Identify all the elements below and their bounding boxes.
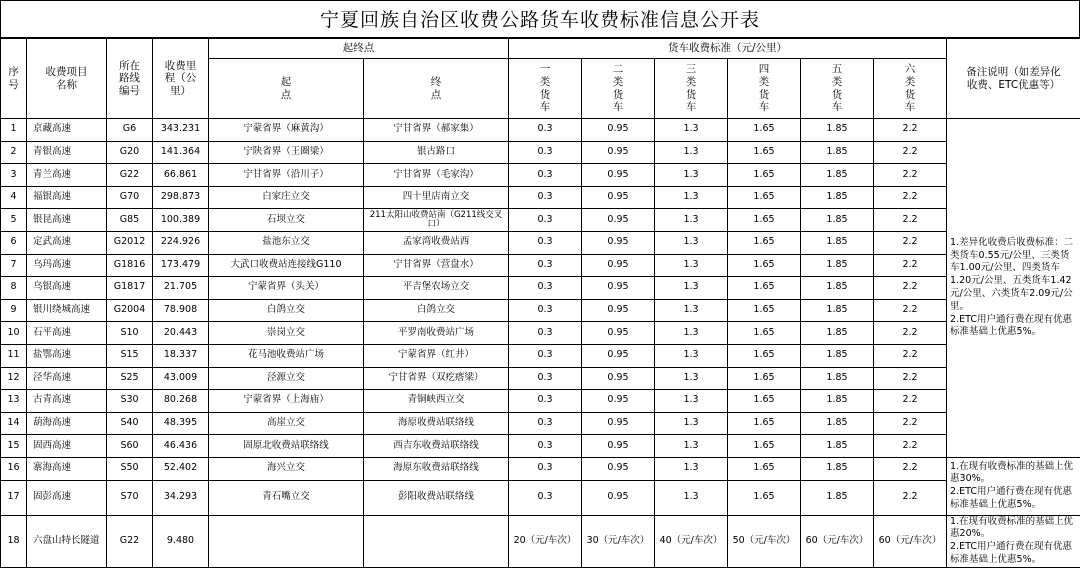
row-project-name: 定武高速 — [27, 231, 107, 254]
header-class-3: 三类货车 — [655, 59, 728, 119]
row-mileage: 52.402 — [153, 457, 209, 480]
table-row — [1, 277, 1080, 300]
row-number: 17 — [1, 480, 27, 515]
row-fee-class-5: 1.85 — [801, 457, 874, 480]
table-body — [1, 119, 1080, 568]
row-fee-class-6: 2.2 — [874, 141, 947, 164]
row-number: 14 — [1, 412, 27, 435]
row-start-point: 崇岗立交 — [209, 322, 364, 345]
row-fee-class-1: 0.3 — [509, 254, 582, 277]
row-fee-class-4: 1.65 — [728, 277, 801, 300]
row-fee-class-4: 1.65 — [728, 186, 801, 209]
header-mileage: 收费里程（公里） — [153, 39, 209, 119]
row-mileage: 298.873 — [153, 186, 209, 209]
row-fee-class-6: 2.2 — [874, 231, 947, 254]
row-fee-class-6: 2.2 — [874, 435, 947, 458]
row-fee-class-5: 1.85 — [801, 164, 874, 187]
row-route-code: S60 — [107, 435, 153, 458]
row-start-point: 花马池收费站广场 — [209, 344, 364, 367]
row-fee-class-3: 1.3 — [655, 186, 728, 209]
row-fee-class-4: 50（元/车次） — [728, 515, 801, 567]
table-row — [1, 322, 1080, 345]
row-number: 6 — [1, 231, 27, 254]
row-project-name: 青银高速 — [27, 141, 107, 164]
row-fee-class-1: 0.3 — [509, 299, 582, 322]
row-number: 8 — [1, 277, 27, 300]
row-fee-class-3: 1.3 — [655, 299, 728, 322]
row-end-point: 宁甘省界（郝家集） — [364, 119, 509, 142]
row-number: 10 — [1, 322, 27, 345]
row-route-code: S70 — [107, 480, 153, 515]
fee-table — [0, 38, 1080, 568]
table-row — [1, 299, 1080, 322]
remark-discount-group-1: 1.差异化收费后收费标准：二类货车0.55元/公里、三类货车1.00元/公里、四类货车1.20元/公里、五类货车1.42元/公里、六类货车2.09元/公里。 2.ETC用户通行费在现有优惠标准基础上优惠5%。 — [947, 119, 1080, 458]
row-fee-class-6: 2.2 — [874, 322, 947, 345]
row-fee-class-3: 1.3 — [655, 164, 728, 187]
row-mileage: 66.861 — [153, 164, 209, 187]
header-project: 收费项目名称 — [27, 39, 107, 119]
row-fee-class-3: 1.3 — [655, 390, 728, 413]
table-row — [1, 119, 1080, 142]
row-mileage: 100.389 — [153, 209, 209, 232]
row-fee-class-5: 1.85 — [801, 299, 874, 322]
row-fee-class-4: 1.65 — [728, 412, 801, 435]
row-end-point: 平罗南收费站广场 — [364, 322, 509, 345]
row-fee-class-2: 0.95 — [582, 164, 655, 187]
row-fee-class-5: 1.85 — [801, 141, 874, 164]
row-end-point — [364, 515, 509, 567]
row-fee-class-3: 1.3 — [655, 412, 728, 435]
row-fee-class-6: 2.2 — [874, 390, 947, 413]
header-remark: 备注说明（如差异化收费、ETC优惠等） — [947, 39, 1080, 119]
table-row — [1, 412, 1080, 435]
page-title: 宁夏回族自治区收费公路货车收费标准信息公开表 — [0, 0, 1080, 38]
row-fee-class-3: 1.3 — [655, 344, 728, 367]
table-row — [1, 186, 1080, 209]
row-start-point: 宁甘省界（沿川子） — [209, 164, 364, 187]
header-class-1: 一类货车 — [509, 59, 582, 119]
row-fee-class-1: 0.3 — [509, 231, 582, 254]
row-mileage: 21.705 — [153, 277, 209, 300]
table-row — [1, 390, 1080, 413]
row-fee-class-2: 0.95 — [582, 457, 655, 480]
row-number: 11 — [1, 344, 27, 367]
row-fee-class-5: 1.85 — [801, 344, 874, 367]
row-fee-class-4: 1.65 — [728, 480, 801, 515]
row-fee-class-1: 0.3 — [509, 186, 582, 209]
table-row — [1, 515, 1080, 567]
row-start-point: 石坝立交 — [209, 209, 364, 232]
row-fee-class-6: 2.2 — [874, 299, 947, 322]
table-row — [1, 231, 1080, 254]
row-project-name: 葫海高速 — [27, 412, 107, 435]
row-fee-class-4: 1.65 — [728, 254, 801, 277]
row-fee-class-6: 2.2 — [874, 367, 947, 390]
row-fee-class-6: 2.2 — [874, 186, 947, 209]
row-fee-class-1: 0.3 — [509, 141, 582, 164]
row-mileage: 46.436 — [153, 435, 209, 458]
row-fee-class-4: 1.65 — [728, 344, 801, 367]
row-end-point: 海原收费站联络线 — [364, 412, 509, 435]
table-row — [1, 435, 1080, 458]
row-route-code: G20 — [107, 141, 153, 164]
row-mileage: 80.268 — [153, 390, 209, 413]
row-fee-class-6: 2.2 — [874, 164, 947, 187]
row-fee-class-2: 30（元/车次） — [582, 515, 655, 567]
row-route-code: S30 — [107, 390, 153, 413]
row-number: 9 — [1, 299, 27, 322]
row-fee-class-2: 0.95 — [582, 141, 655, 164]
row-fee-class-6: 2.2 — [874, 119, 947, 142]
row-project-name: 寨海高速 — [27, 457, 107, 480]
row-route-code: S15 — [107, 344, 153, 367]
row-fee-class-1: 0.3 — [509, 322, 582, 345]
row-end-point: 宁蒙省界（红井） — [364, 344, 509, 367]
row-project-name: 固彭高速 — [27, 480, 107, 515]
row-fee-class-5: 1.85 — [801, 412, 874, 435]
row-number: 12 — [1, 367, 27, 390]
row-fee-class-4: 1.65 — [728, 435, 801, 458]
row-project-name: 古青高速 — [27, 390, 107, 413]
row-end-point: 平吉堡农场立交 — [364, 277, 509, 300]
row-fee-class-1: 0.3 — [509, 164, 582, 187]
row-fee-class-1: 0.3 — [509, 119, 582, 142]
row-fee-class-1: 0.3 — [509, 480, 582, 515]
row-fee-class-2: 0.95 — [582, 480, 655, 515]
row-start-point: 大武口收费站连接线G110 — [209, 254, 364, 277]
row-fee-class-2: 0.95 — [582, 412, 655, 435]
row-fee-class-6: 2.2 — [874, 457, 947, 480]
row-end-point: 白鸽立交 — [364, 299, 509, 322]
row-start-point: 白鸽立交 — [209, 299, 364, 322]
row-number: 1 — [1, 119, 27, 142]
row-project-name: 银川绕城高速 — [27, 299, 107, 322]
row-fee-class-1: 0.3 — [509, 412, 582, 435]
row-fee-class-5: 1.85 — [801, 231, 874, 254]
row-end-point: 宁甘省界（营盘水） — [364, 254, 509, 277]
row-fee-class-2: 0.95 — [582, 367, 655, 390]
row-route-code: G70 — [107, 186, 153, 209]
row-start-point: 白家庄立交 — [209, 186, 364, 209]
row-project-name: 泾华高速 — [27, 367, 107, 390]
row-fee-class-5: 1.85 — [801, 367, 874, 390]
row-mileage: 78.908 — [153, 299, 209, 322]
header-route: 所在路线编号 — [107, 39, 153, 119]
row-project-name: 银昆高速 — [27, 209, 107, 232]
row-end-point: 银古路口 — [364, 141, 509, 164]
row-fee-class-2: 0.95 — [582, 435, 655, 458]
row-fee-class-6: 2.2 — [874, 277, 947, 300]
row-fee-class-3: 1.3 — [655, 435, 728, 458]
row-start-point: 泾源立交 — [209, 367, 364, 390]
header-class-6: 六类货车 — [874, 59, 947, 119]
row-fee-class-2: 0.95 — [582, 186, 655, 209]
row-fee-class-6: 60（元/车次） — [874, 515, 947, 567]
row-route-code: S50 — [107, 457, 153, 480]
table-row — [1, 209, 1080, 232]
row-mileage: 18.337 — [153, 344, 209, 367]
row-fee-class-5: 1.85 — [801, 322, 874, 345]
row-project-name: 乌银高速 — [27, 277, 107, 300]
row-fee-class-6: 2.2 — [874, 480, 947, 515]
row-fee-class-4: 1.65 — [728, 119, 801, 142]
row-fee-class-2: 0.95 — [582, 231, 655, 254]
row-start-point: 盐池东立交 — [209, 231, 364, 254]
row-fee-class-2: 0.95 — [582, 299, 655, 322]
row-route-code: G85 — [107, 209, 153, 232]
row-mileage: 20.443 — [153, 322, 209, 345]
row-fee-class-4: 1.65 — [728, 367, 801, 390]
row-fee-class-6: 2.2 — [874, 254, 947, 277]
row-number: 13 — [1, 390, 27, 413]
row-fee-class-2: 0.95 — [582, 209, 655, 232]
row-project-name: 盐鄂高速 — [27, 344, 107, 367]
row-fee-class-3: 1.3 — [655, 322, 728, 345]
row-number: 16 — [1, 457, 27, 480]
header-class-5: 五类货车 — [801, 59, 874, 119]
header-endpoints: 起终点 — [209, 39, 509, 59]
row-number: 18 — [1, 515, 27, 567]
row-fee-class-2: 0.95 — [582, 390, 655, 413]
row-fee-class-3: 1.3 — [655, 119, 728, 142]
row-fee-class-1: 0.3 — [509, 367, 582, 390]
row-fee-class-1: 0.3 — [509, 435, 582, 458]
row-mileage: 34.293 — [153, 480, 209, 515]
row-fee-class-4: 1.65 — [728, 231, 801, 254]
table-row — [1, 367, 1080, 390]
row-start-point: 青石嘴立交 — [209, 480, 364, 515]
row-start-point: 海兴立交 — [209, 457, 364, 480]
row-fee-class-5: 1.85 — [801, 254, 874, 277]
row-route-code: S40 — [107, 412, 153, 435]
row-fee-class-4: 1.65 — [728, 209, 801, 232]
row-mileage: 43.009 — [153, 367, 209, 390]
row-fee-class-3: 1.3 — [655, 367, 728, 390]
row-end-point: 四十里店南立交 — [364, 186, 509, 209]
row-start-point: 高崖立交 — [209, 412, 364, 435]
row-number: 2 — [1, 141, 27, 164]
row-number: 4 — [1, 186, 27, 209]
row-fee-class-2: 0.95 — [582, 322, 655, 345]
row-fee-class-2: 0.95 — [582, 254, 655, 277]
row-mileage: 141.364 — [153, 141, 209, 164]
row-fee-class-4: 1.65 — [728, 457, 801, 480]
row-route-code: G2004 — [107, 299, 153, 322]
row-project-name: 福银高速 — [27, 186, 107, 209]
row-number: 3 — [1, 164, 27, 187]
table-row — [1, 254, 1080, 277]
row-fee-class-3: 1.3 — [655, 480, 728, 515]
header-end: 终点 — [364, 59, 509, 119]
row-route-code: G22 — [107, 164, 153, 187]
row-fee-class-5: 1.85 — [801, 435, 874, 458]
header-start: 起点 — [209, 59, 364, 119]
row-fee-class-6: 2.2 — [874, 209, 947, 232]
row-start-point: 宁蒙省界（上海庙） — [209, 390, 364, 413]
row-end-point: 西吉东收费站联络线 — [364, 435, 509, 458]
row-route-code: G6 — [107, 119, 153, 142]
row-fee-class-1: 0.3 — [509, 277, 582, 300]
row-end-point: 青铜峡西立交 — [364, 390, 509, 413]
row-start-point: 宁蒙省界（头关） — [209, 277, 364, 300]
row-fee-class-5: 1.85 — [801, 480, 874, 515]
row-fee-class-3: 1.3 — [655, 277, 728, 300]
row-fee-class-3: 1.3 — [655, 209, 728, 232]
row-fee-class-5: 1.85 — [801, 119, 874, 142]
row-route-code: S10 — [107, 322, 153, 345]
row-end-point: 海原东收费站联络线 — [364, 457, 509, 480]
row-route-code: S25 — [107, 367, 153, 390]
row-project-name: 京藏高速 — [27, 119, 107, 142]
row-route-code: G1816 — [107, 254, 153, 277]
row-mileage: 343.231 — [153, 119, 209, 142]
row-fee-class-1: 20（元/车次） — [509, 515, 582, 567]
row-fee-class-3: 1.3 — [655, 254, 728, 277]
row-start-point — [209, 515, 364, 567]
row-start-point: 宁蒙省界（麻黄沟） — [209, 119, 364, 142]
row-fee-class-3: 1.3 — [655, 457, 728, 480]
row-fee-class-3: 1.3 — [655, 141, 728, 164]
row-project-name: 石平高速 — [27, 322, 107, 345]
header-class-4: 四类货车 — [728, 59, 801, 119]
row-number: 7 — [1, 254, 27, 277]
row-number: 5 — [1, 209, 27, 232]
row-fee-class-5: 1.85 — [801, 186, 874, 209]
row-mileage: 48.395 — [153, 412, 209, 435]
row-end-point: 211太阳山收费站南（G211线交叉口） — [364, 209, 509, 232]
row-fee-class-4: 1.65 — [728, 322, 801, 345]
row-mileage: 173.479 — [153, 254, 209, 277]
row-end-point: 彭阳收费站联络线 — [364, 480, 509, 515]
row-end-point: 宁甘省界（双疙瘩梁） — [364, 367, 509, 390]
table-row — [1, 457, 1080, 480]
row-fee-class-4: 1.65 — [728, 390, 801, 413]
row-number: 15 — [1, 435, 27, 458]
row-fee-class-4: 1.65 — [728, 141, 801, 164]
row-project-name: 乌玛高速 — [27, 254, 107, 277]
row-fee-class-3: 1.3 — [655, 231, 728, 254]
row-fee-class-2: 0.95 — [582, 344, 655, 367]
row-start-point: 固原北收费站联络线 — [209, 435, 364, 458]
table-row — [1, 164, 1080, 187]
row-fee-class-6: 2.2 — [874, 344, 947, 367]
row-fee-class-5: 1.85 — [801, 209, 874, 232]
header-class-2: 二类货车 — [582, 59, 655, 119]
row-project-name: 青兰高速 — [27, 164, 107, 187]
table-row — [1, 344, 1080, 367]
row-route-code: G22 — [107, 515, 153, 567]
row-fee-class-5: 1.85 — [801, 390, 874, 413]
row-fee-class-1: 0.3 — [509, 457, 582, 480]
row-fee-class-2: 0.95 — [582, 119, 655, 142]
row-fee-class-1: 0.3 — [509, 344, 582, 367]
row-fee-class-1: 0.3 — [509, 209, 582, 232]
header-standard: 货车收费标准（元/公里） — [509, 39, 947, 59]
row-fee-class-1: 0.3 — [509, 390, 582, 413]
row-fee-class-6: 2.2 — [874, 412, 947, 435]
row-mileage: 9.480 — [153, 515, 209, 567]
row-fee-class-4: 1.65 — [728, 299, 801, 322]
table-row — [1, 141, 1080, 164]
row-start-point: 宁陕省界（王圈梁） — [209, 141, 364, 164]
row-end-point: 宁甘省界（毛家沟） — [364, 164, 509, 187]
row-project-name: 六盘山特长隧道 — [27, 515, 107, 567]
row-project-name: 固西高速 — [27, 435, 107, 458]
row-fee-class-5: 60（元/车次） — [801, 515, 874, 567]
table-row — [1, 480, 1080, 515]
row-fee-class-3: 40（元/车次） — [655, 515, 728, 567]
header-seq: 序号 — [1, 39, 27, 119]
row-route-code: G2012 — [107, 231, 153, 254]
row-end-point: 孟家湾收费站西 — [364, 231, 509, 254]
row-fee-class-4: 1.65 — [728, 164, 801, 187]
row-route-code: G1817 — [107, 277, 153, 300]
row-fee-class-5: 1.85 — [801, 277, 874, 300]
row-fee-class-2: 0.95 — [582, 277, 655, 300]
remark-discount-group-3: 1.在现有收费标准的基础上优惠20%。 2.ETC用户通行费在现有优惠标准基础上优惠5%。 — [947, 515, 1080, 567]
row-mileage: 224.926 — [153, 231, 209, 254]
remark-discount-group-2: 1.在现有收费标准的基础上优惠30%。 2.ETC用户通行费在现有优惠标准基础上优惠5%。 — [947, 457, 1080, 515]
